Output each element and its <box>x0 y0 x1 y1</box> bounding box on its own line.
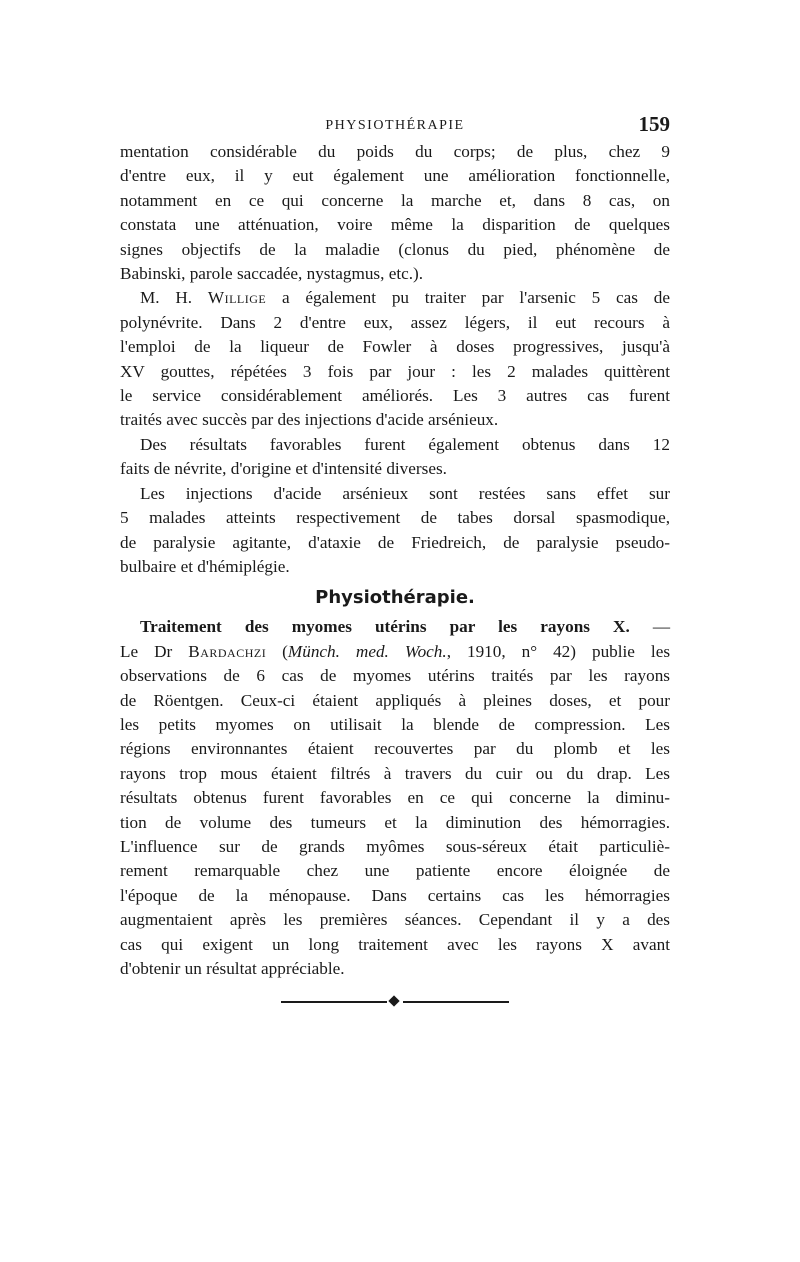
text-line: signes objectifs de la maladie (clonus du pied, phénomène de <box>120 239 670 259</box>
text-line: régions environnantes étaient recouvertes par du plomb et les <box>120 739 670 759</box>
text-line: notamment en ce qui concerne la marche et, dans 8 cas, on <box>120 190 670 210</box>
text-fragment: Le Dr <box>120 641 189 661</box>
text-line: faits de névrite, d'origine et d'intensité diverses. <box>120 459 447 479</box>
text-line: de Röentgen. Ceux-ci étaient appliqués à pleines doses, et pour <box>120 690 670 710</box>
paragraph-myomes <box>120 615 670 981</box>
text-line: constata une atténuation, voire même la disparition de quelques <box>120 215 670 235</box>
paragraph-polyneuritis-results-end <box>120 140 670 286</box>
text-line: rement remarquable chez une patiente encore éloignée de <box>120 861 670 881</box>
diamond-ornament-icon <box>388 996 399 1007</box>
text-line: l'époque de la ménopause. Dans certains cas les hémorragies <box>120 885 670 905</box>
paragraph-neuritis <box>120 433 670 482</box>
author-name: Bardachzi <box>188 641 267 661</box>
text-fragment: , 1910, n° 42) publie les <box>446 641 671 661</box>
text-line: d'obtenir un résultat appréciable. <box>120 959 345 978</box>
text-line: l'emploi de la liqueur de Fowler à doses progressives, jusqu'à <box>120 337 670 357</box>
text-line: 5 malades atteints respectivement de tabes dorsal spasmodique, <box>120 508 670 528</box>
text-line: Babinski, parole saccadée, nystagmus, etc.). <box>120 264 424 284</box>
running-title: PHYSIOTHÉRAPIE <box>325 118 465 133</box>
text-fragment: ( <box>266 641 288 661</box>
article-title: Traitement des myomes utérins par les rayons X. <box>140 617 630 637</box>
text-fragment: — <box>629 617 671 637</box>
page-number: 159 <box>638 112 670 136</box>
rule-line <box>281 1001 387 1003</box>
text-line: augmentaient après les premières séances. Cependant il y a des <box>120 910 670 930</box>
text-fragment: M. H. <box>140 288 208 308</box>
rule-line <box>403 1001 509 1003</box>
end-of-section-ornament <box>281 995 509 1009</box>
text-line: Des résultats favorables furent également obtenus dans 12 <box>140 434 670 454</box>
text-line: XV gouttes, répétées 3 fois par jour : les 2 malades quittèrent <box>120 361 670 381</box>
paragraph-willige <box>120 286 670 432</box>
text-line <box>120 615 670 639</box>
author-name: Willige <box>207 288 267 308</box>
text-line <box>120 640 670 664</box>
section-heading: Physiothérapie. <box>315 587 475 609</box>
text-line: Les injections d'acide arsénieux sont restées sans effet sur <box>140 483 670 503</box>
text-line: bulbaire et d'hémiplégie. <box>120 556 290 576</box>
journal-name: Münch. med. Woch. <box>287 641 447 661</box>
text-line: rayons trop mous étaient filtrés à travers du cuir ou du drap. Les <box>120 763 670 783</box>
text-line: observations de 6 cas de myomes utérins traités par les rayons <box>120 666 670 686</box>
text-line: polynévrite. Dans 2 d'entre eux, assez légers, il eut recours à <box>120 312 670 332</box>
paragraph-no-effect <box>120 482 670 580</box>
text-line: L'influence sur de grands myômes sous-séreux était particuliè- <box>120 836 670 856</box>
text-line: tion de volume des tumeurs et la diminution des hémorragies. <box>120 812 670 832</box>
book-page <box>120 100 670 1009</box>
text-line: d'entre eux, il y eut également une amélioration fonctionnelle, <box>120 166 670 186</box>
text-line <box>120 286 670 310</box>
text-line: le service considérablement améliorés. Les 3 autres cas furent <box>120 386 670 406</box>
text-line: les petits myomes on utilisait la blende de compression. Les <box>120 714 670 734</box>
running-head <box>120 100 670 140</box>
text-line: cas qui exigent un long traitement avec les rayons X avant <box>120 934 670 954</box>
text-line: traités avec succès par des injections d'acide arsénieux. <box>120 410 499 430</box>
text-line: résultats obtenus furent favorables en ce qui concerne la diminu- <box>120 788 670 808</box>
text-line: de paralysie agitante, d'ataxie de Friedreich, de paralysie pseudo- <box>120 532 670 552</box>
text-fragment: a également pu traiter par l'arsenic 5 cas de <box>266 288 670 308</box>
text-line: mentation considérable du poids du corps; de plus, chez 9 <box>120 142 670 161</box>
